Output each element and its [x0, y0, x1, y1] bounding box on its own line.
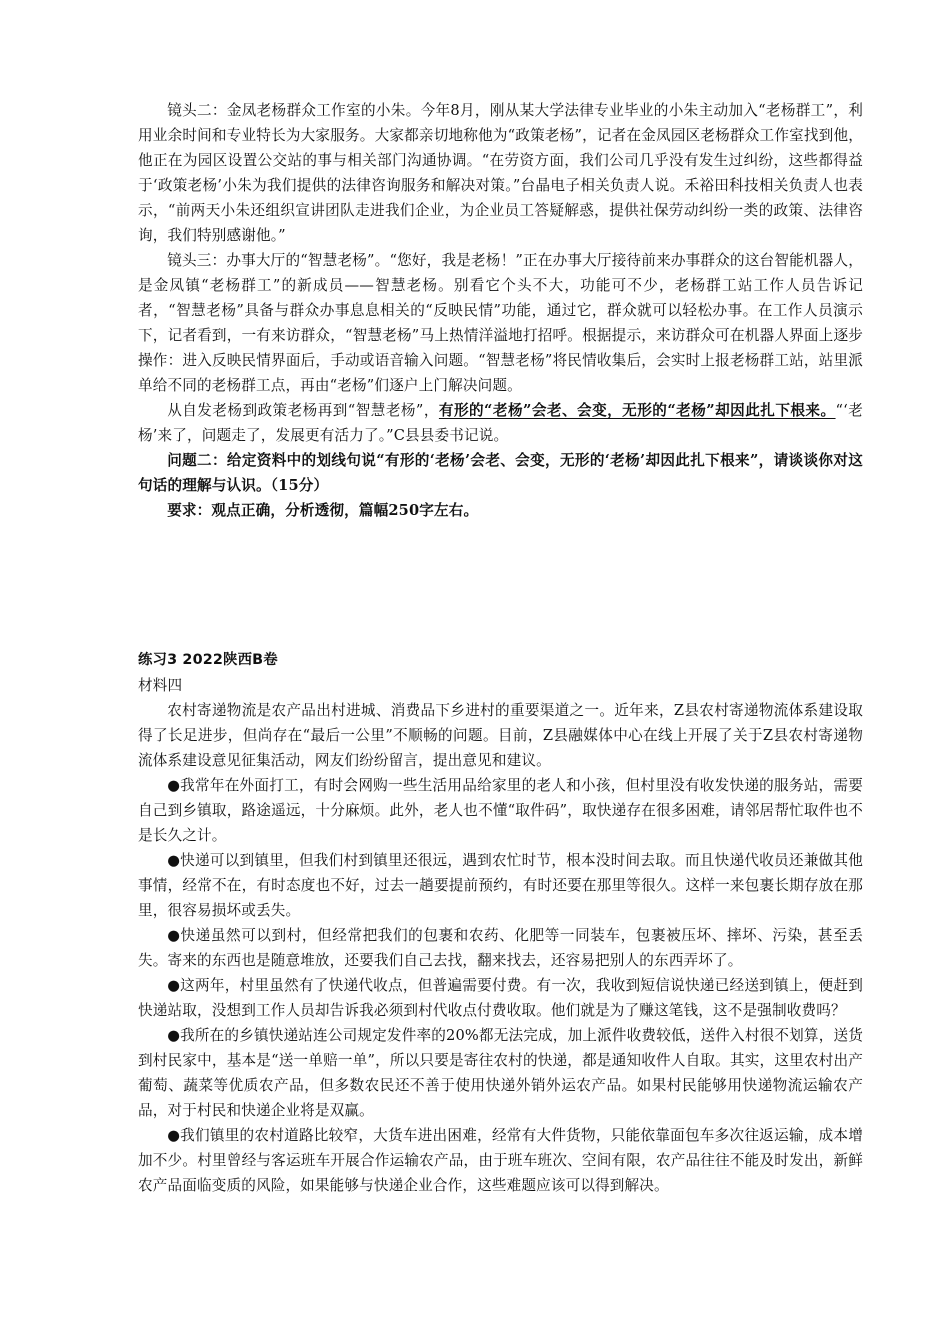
comment-item: ●快递可以到镇里，但我们村到镇里还很远，遇到农忙时节，根本没时间去取。而且快递代收员还兼做其他事情，经常不在，有时态度也不好，过去一趟要提前预约，有时还要在那里等很久。这样一来包裹长期存放在那里，很容易损坏或丢失。 [138, 852, 863, 919]
paragraph-shot-three: 镜头三：办事大厅的“智慧老杨”。“您好，我是老杨！”正在办事大厅接待前来办事群众的这台智能机器人，是金凤镇“老杨群工”的新成员——智慧老杨。别看它个头不大，功能可不少，老杨群工站工作人员告诉记者，“智慧老杨”具备与群众办事息息相关的“反映民情”功能，通过它，群众就可以轻松办事。在工作人员演示下，记者看到，一有来访群众，“智慧老杨”马上热情洋溢地打招呼。根据提示，来访群众可在机器人界面上逐步操作：进入反映民情界面后，手动或语音输入问题。“智慧老杨”将民情收集后，会实时上报老杨群工站，站里派单给不同的老杨群工点，再由“老杨”们逐户上门解决问题。 [138, 252, 863, 394]
comment-item: ●我所在的乡镇快递站连公司规定发件率的20%都无法完成，加上派件收费较低，送件入村很不划算，送货到村民家中，基本是“送一单赔一单”，所以只要是寄往农村的快递，都是通知收件人自取。其实，这里农村出产葡萄、蔬菜等优质农产品，但多数农民还不善于使用快递外销外运农产品。如果村民能够用快递物流运输农产品，对于村民和快递企业将是双赢。 [138, 1027, 863, 1119]
material-label: 材料四 [138, 677, 183, 694]
conclusion-lead-text: 从自发老杨到政策老杨再到“智慧老杨”， [167, 402, 439, 419]
paragraph-shot-two: 镜头二：金凤老杨群众工作室的小朱。今年8月，刚从某大学法律专业毕业的小朱主动加入“老杨群工”，利用业余时间和专业特长为大家服务。大家都亲切地称他为“政策老杨”，记者在金凤园区老杨群众工作室找到他，他正在为园区设置公交站的事与相关部门沟通协调。“在劳资方面，我们公司几乎没有发生过纠纷，这些都得益于‘政策老杨’小朱为我们提供的法律咨询服务和解决对策。”台晶电子相关负责人说。禾裕田科技相关负责人也表示，“前两天小朱还组织宣讲团队走进我们企业，为企业员工答疑解惑，提供社保劳动纠纷一类的政策、法律咨询，我们特别感谢他。” [138, 102, 863, 244]
comment-item: ●我们镇里的农村道路比较窄，大货车进出困难，经常有大件货物，只能依靠面包车多次往返运输，成本增加不少。村里曾经与客运班车开展合作运输农产品，由于班车班次、空间有限，农产品往往不能及时发出，新鲜农产品面临变质的风险，如果能够与快递企业合作，这些难题应该可以得到解决。 [138, 1127, 863, 1194]
comment-item: ●快递虽然可以到村，但经常把我们的包裹和农药、化肥等一同装车，包裹被压坏、摔坏、污染，甚至丢失。寄来的东西也是随意堆放，还要我们自己去找，翻来找去，还容易把别人的东西弄坏了。 [138, 927, 863, 969]
underlined-key-sentence: 有形的“老杨”会老、会变，无形的“老杨”却因此扎下根来。 [438, 402, 836, 419]
blank-gap [138, 523, 863, 648]
conclusion-tail-text: “‘老杨’来了，问题走了，发展更有活力了。”C县县委书记说。 [138, 402, 863, 444]
material-intro: 农村寄递物流是农产品出村进城、消费品下乡进村的重要渠道之一。近年来，Z县农村寄递物流体系建设取得了长足进步，但尚存在“最后一公里”不顺畅的问题。目前，Z县融媒体中心在线上开展了关于Z县农村寄递物流体系建设意见征集活动，网友们纷纷留言，提出意见和建议。 [138, 702, 863, 769]
document-page [138, 98, 863, 1198]
comment-item: ●我常年在外面打工，有时会网购一些生活用品给家里的老人和小孩，但村里没有收发快递的服务站，需要自己到乡镇取，路途遥远，十分麻烦。此外，老人也不懂“取件码”，取快递存在很多困难，请邻居帮忙取件也不是长久之计。 [138, 777, 863, 844]
requirement-text: 要求：观点正确，分析透彻，篇幅250字左右。 [167, 502, 479, 519]
exercise-heading: 练习3 2022陕西B卷 [138, 652, 278, 668]
question-two: 问题二：给定资料中的划线句说“有形的‘老杨’会老、会变，无形的‘老杨’却因此扎下根来”，请谈谈你对这句话的理解与认识。（15分） [138, 452, 863, 494]
paragraph-conclusion [138, 398, 863, 448]
comment-item: ●这两年，村里虽然有了快递代收点，但普遍需要付费。有一次，我收到短信说快递已经送到镇上，便赶到快递站取，没想到工作人员却告诉我必须到村代收点付费收取。他们就是为了赚这笔钱，这不是强制收费吗？ [138, 977, 863, 1019]
